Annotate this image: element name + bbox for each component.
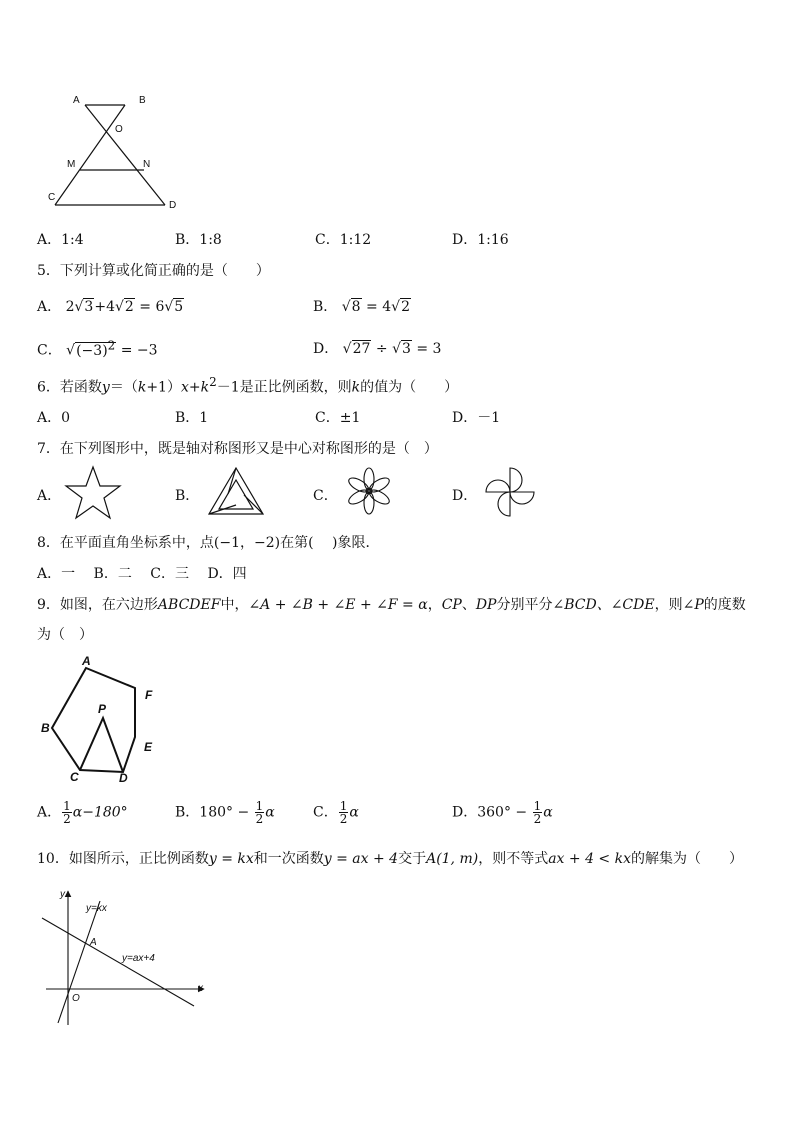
label-line-kx: y=kx xyxy=(86,903,107,914)
stem-text: + xyxy=(188,379,201,396)
denominator: 2 xyxy=(255,812,264,826)
var-k: k xyxy=(137,379,147,396)
option-letter: C． xyxy=(313,804,338,821)
q5-option-b[interactable]: B． √8 = 4√2 xyxy=(313,299,410,315)
option-prefix: 360° − xyxy=(477,804,532,821)
option-letter: D． xyxy=(452,232,478,248)
segment-cp: CP xyxy=(441,597,462,613)
line-kx xyxy=(58,901,100,1023)
q4-option-a[interactable] xyxy=(37,229,84,249)
intersection-point: A(1, m) xyxy=(426,851,479,867)
stem-text: ＝（ xyxy=(109,379,138,396)
label-o: O xyxy=(72,993,80,1004)
q5-option-c[interactable]: C． $√(-3)^2 = -3$ xyxy=(37,338,158,359)
option-expression: α xyxy=(349,804,359,821)
q5-stem: 5．下列计算或化简正确的是（ ） xyxy=(37,263,270,279)
stem-text: 9．如图，在六边形 xyxy=(37,597,158,613)
q10-stem xyxy=(37,848,743,868)
label-p: P xyxy=(98,702,107,716)
equals: = 6 xyxy=(134,299,165,315)
numerator: 1 xyxy=(63,799,71,813)
var-k: k xyxy=(351,379,361,396)
q9-option-a[interactable] xyxy=(37,800,128,825)
stem-text: 10．如图所示，正比例函数 xyxy=(37,851,209,867)
q10-graph-figure xyxy=(36,885,216,1030)
q4-figure xyxy=(45,92,185,212)
option-letter: D． xyxy=(452,410,478,426)
stem-text: 交于 xyxy=(398,851,427,867)
q7-option-a-letter[interactable]: A． xyxy=(37,488,62,504)
q9-option-d[interactable] xyxy=(452,800,553,825)
var-k: k xyxy=(200,379,210,396)
target-angle: ∠P xyxy=(682,597,704,613)
stem-text: 的值为（ ） xyxy=(360,379,459,396)
equals: = 4 xyxy=(361,299,392,315)
stem-text: +1） xyxy=(146,379,181,396)
label-f: F xyxy=(145,688,153,702)
label-a: A xyxy=(73,95,80,106)
radicand: 2 xyxy=(124,299,134,315)
option-text: ±1 xyxy=(339,410,361,426)
option-expression: α xyxy=(265,804,275,821)
var-y: y xyxy=(101,379,110,396)
var-x: x xyxy=(180,379,189,396)
coef: 2 xyxy=(65,299,75,315)
line-ax4 xyxy=(42,918,194,1006)
option-letter: D． xyxy=(452,804,478,821)
q8-stem: 8．在平面直角坐标系中，点(−1，−2)在第( )象限． xyxy=(37,535,380,551)
option-text: 1:8 xyxy=(199,232,222,248)
option-letter: A． xyxy=(37,299,62,315)
numerator: 1 xyxy=(533,799,542,813)
q9-stem xyxy=(37,594,746,614)
stem-text: 、 xyxy=(461,597,476,613)
stem-text: ，则 xyxy=(654,597,683,613)
option-letter: C． xyxy=(315,232,340,248)
fraction xyxy=(533,800,543,825)
option-expression: α xyxy=(543,804,553,821)
q9-option-c[interactable] xyxy=(313,800,359,825)
q5-option-d[interactable]: D． √27 ÷ √3 = 3 xyxy=(313,341,442,357)
q6-option-b[interactable] xyxy=(175,407,208,427)
radicand: 27 xyxy=(352,341,371,357)
label-a: A xyxy=(82,654,91,668)
q9-option-b[interactable] xyxy=(175,800,275,825)
option-letter: B． xyxy=(175,232,200,248)
stem-text: 中， xyxy=(220,597,249,613)
fraction xyxy=(255,800,265,825)
option-letter: B． xyxy=(175,804,200,821)
denominator: 2 xyxy=(533,812,542,826)
option-letter: D． xyxy=(313,341,339,357)
fraction xyxy=(339,800,349,825)
option-letter: A． xyxy=(37,804,62,821)
option-text: 1:12 xyxy=(339,232,372,248)
function-1: y = kx xyxy=(208,851,254,867)
label-m: M xyxy=(67,159,76,170)
label-d: D xyxy=(169,200,177,211)
numerator: 1 xyxy=(255,799,264,813)
pinwheel-icon xyxy=(483,465,537,519)
label-y: y xyxy=(60,889,65,900)
option-text: 1 xyxy=(199,410,209,426)
denominator: 2 xyxy=(63,812,71,826)
angle-condition: ∠A + ∠B + ∠E + ∠F = α xyxy=(248,597,428,613)
q6-option-a[interactable] xyxy=(37,407,70,427)
stem-text: ，则不等式 xyxy=(478,851,549,867)
label-o: O xyxy=(115,124,123,135)
option-text: 1:16 xyxy=(477,232,509,248)
label-n: N xyxy=(143,159,151,170)
q9-stem-line2: 为（ ） xyxy=(37,627,93,643)
equals: = 3 xyxy=(411,341,442,357)
six-petal-flower-icon xyxy=(343,465,395,517)
q4-option-b[interactable] xyxy=(175,229,222,249)
exponent: 2 xyxy=(107,338,116,352)
numerator: 1 xyxy=(339,799,348,813)
q7-option-b-letter[interactable]: B． xyxy=(175,488,200,504)
equals: = −3 xyxy=(116,342,158,359)
option-prefix: 180° − xyxy=(199,804,254,821)
option-letter: C． xyxy=(315,410,340,426)
option-letter: A． xyxy=(37,410,62,426)
radicand: 2 xyxy=(401,299,410,315)
label-d: D xyxy=(119,771,128,785)
q7-stem: 7．在下列图形中，既是轴对称图形又是中心对称图形的是（ ） xyxy=(37,441,438,457)
label-c: C xyxy=(70,770,79,784)
radicand: 3 xyxy=(402,341,411,357)
inequality: ax + 4 < kx xyxy=(548,851,631,867)
q4-option-d[interactable] xyxy=(452,229,509,249)
q6-stem xyxy=(37,375,458,397)
option-letter: A． xyxy=(37,232,62,248)
option-text: 1:4 xyxy=(61,232,84,248)
star-icon xyxy=(62,465,124,523)
q8-options[interactable]: A．一 B．二 C．三 D．四 xyxy=(37,566,247,582)
option-letter: B． xyxy=(175,410,200,426)
radicand: 3 xyxy=(84,299,94,315)
fraction xyxy=(62,800,72,825)
stem-text: 分别平分 xyxy=(496,597,553,613)
exponent: 2 xyxy=(209,375,217,389)
segment-ad xyxy=(85,105,165,205)
stem-text: 的度数 xyxy=(703,597,746,613)
angles: ∠BCD、∠CDE xyxy=(552,597,655,613)
radicand: (−3) xyxy=(76,342,108,359)
segment-dp: DP xyxy=(475,597,497,613)
option-text: －1 xyxy=(477,410,501,426)
stem-text: 6．若函数 xyxy=(37,379,102,396)
q6-option-c[interactable] xyxy=(315,407,360,427)
q7-option-c-letter[interactable]: C． xyxy=(313,488,338,504)
label-b: B xyxy=(41,721,50,735)
option-letter: B． xyxy=(313,299,338,315)
radicand: 8 xyxy=(351,299,361,315)
recycle-triangle-icon xyxy=(206,465,266,517)
label-x: x xyxy=(198,983,203,994)
stem-text: ， xyxy=(427,597,442,613)
stem-text: －1是正比例函数，则 xyxy=(216,379,352,396)
function-2: y = ax + 4 xyxy=(323,851,399,867)
radicand: 5 xyxy=(174,299,184,315)
q7-option-d-letter[interactable]: D． xyxy=(452,488,478,504)
label-line-ax4: y=ax+4 xyxy=(122,953,155,964)
hexagon-name: ABCDEF xyxy=(157,597,221,613)
q5-option-a[interactable]: A． 2√3+4√2 = 6√5 xyxy=(37,299,184,315)
label-e: E xyxy=(144,740,153,754)
stem-text: 和一次函数 xyxy=(253,851,324,867)
denominator: 2 xyxy=(339,812,348,826)
option-letter: C． xyxy=(37,342,62,359)
stem-text: 的解集为（ ） xyxy=(631,851,743,867)
label-c: C xyxy=(48,192,56,203)
option-expression: α−180° xyxy=(72,804,128,821)
option-text: 0 xyxy=(61,410,71,426)
label-a: A xyxy=(90,937,97,948)
q4-option-c[interactable] xyxy=(315,229,371,249)
q9-hexagon-figure xyxy=(38,650,168,785)
divide: ÷ xyxy=(371,341,393,357)
segment-bc xyxy=(55,105,125,205)
q6-option-d[interactable] xyxy=(452,407,500,427)
plus: +4 xyxy=(94,299,115,315)
label-b: B xyxy=(139,95,146,106)
